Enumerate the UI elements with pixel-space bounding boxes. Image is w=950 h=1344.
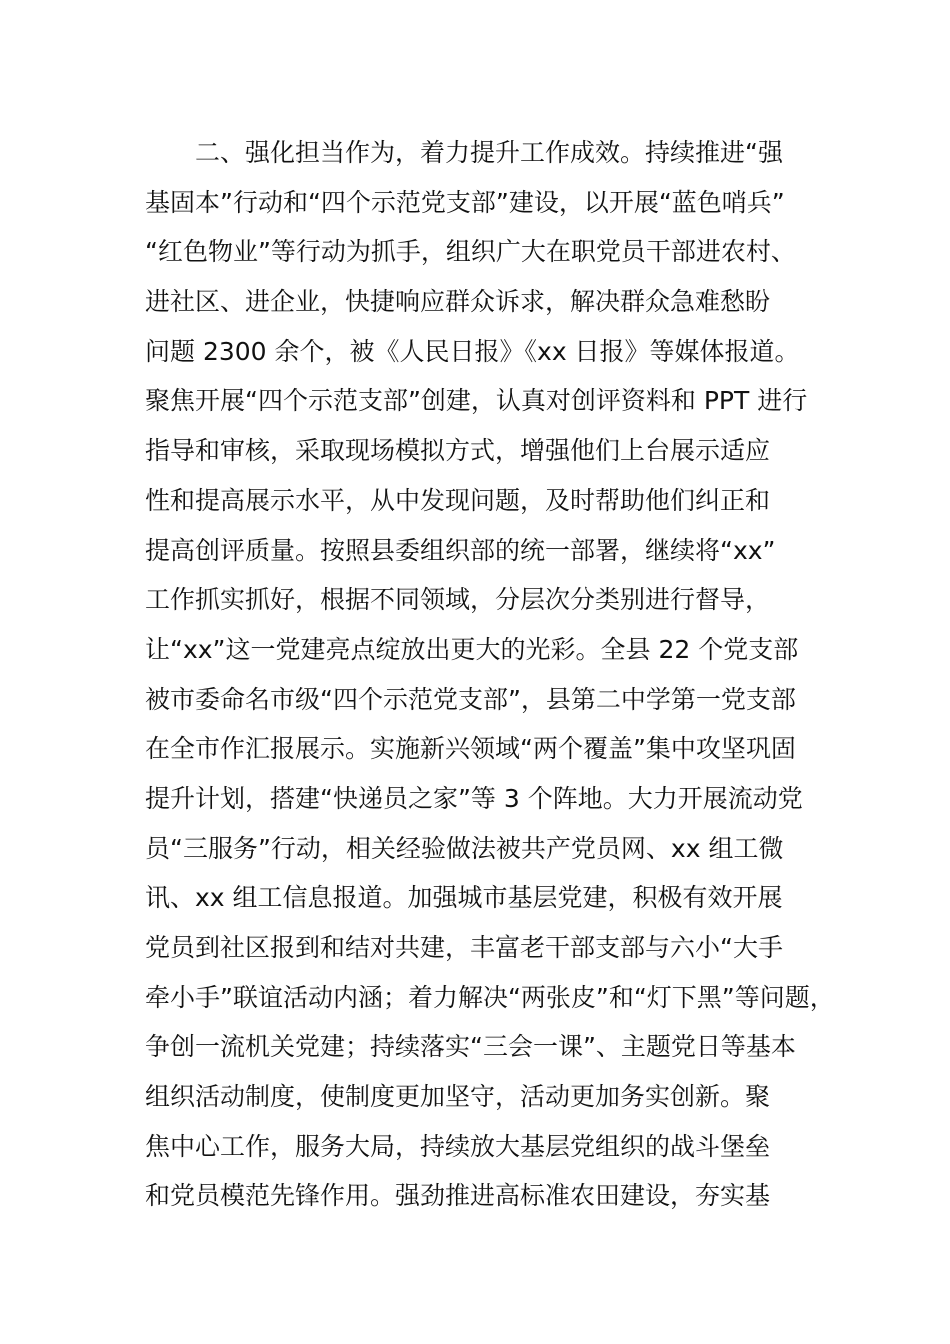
body-paragraph bbox=[145, 128, 835, 1221]
paragraph-line: 焦中心工作，服务大局，持续放大基层党组织的战斗堡垒 bbox=[145, 1131, 771, 1161]
paragraph-line: 让“xx”这一党建亮点绽放出更大的光彩。全县 22 个党支部 bbox=[145, 634, 799, 664]
paragraph-line: 提高创评质量。按照县委组织部的统一部署，继续将“xx” bbox=[145, 535, 776, 565]
paragraph-line: 员“三服务”行动，相关经验做法被共产党员网、xx 组工微 bbox=[145, 833, 784, 863]
paragraph-line: 牵小手”联谊活动内涵；着力解决“两张皮”和“灯下黑”等问题， bbox=[145, 982, 835, 1012]
paragraph-line: 在全市作汇报展示。实施新兴领域“两个覆盖”集中攻坚巩固 bbox=[145, 734, 796, 764]
paragraph-line: 问题 2300 余个，被《人民日报》《xx 日报》等媒体报道。 bbox=[145, 336, 800, 366]
paragraph-line: 进社区、进企业，快捷响应群众诉求，解决群众急难愁盼 bbox=[145, 287, 771, 317]
paragraph-line: 党员到社区报到和结对共建，丰富老干部支部与六小“大手 bbox=[145, 933, 783, 962]
paragraph-line: 提升计划，搭建“快递员之家”等 3 个阵地。大力开展流动党 bbox=[145, 783, 803, 813]
paragraph-line: 工作抓实抓好，根据不同领域，分层次分类别进行督导， bbox=[145, 585, 771, 615]
paragraph-line: 讯、xx 组工信息报道。加强城市基层党建，积极有效开展 bbox=[145, 883, 783, 913]
paragraph-line: 和党员模范先锋作用。强劲推进高标准农田建设，夯实基 bbox=[145, 1181, 771, 1211]
paragraph-line: 基固本”行动和“四个示范党支部”建设，以开展“蓝色哨兵” bbox=[145, 187, 785, 217]
paragraph-line: 组织活动制度，使制度更加坚守，活动更加务实创新。聚 bbox=[145, 1082, 771, 1112]
paragraph-line: 争创一流机关党建；持续落实“三会一课”、主题党日等基本 bbox=[145, 1032, 796, 1062]
paragraph-line: 二、强化担当作为，着力提升工作成效。持续推进“强 bbox=[195, 138, 783, 167]
paragraph-line: 指导和审核，采取现场模拟方式，增强他们上台展示适应 bbox=[145, 436, 771, 466]
paragraph-line: 聚焦开展“四个示范支部”创建，认真对创评资料和 PPT 进行 bbox=[145, 386, 808, 416]
paragraph-line: 被市委命名市级“四个示范党支部”，县第二中学第一党支部 bbox=[145, 684, 796, 714]
paragraph-line: “红色物业”等行动为抓手，组织广大在职党员干部进农村、 bbox=[145, 237, 796, 267]
paragraph-line: 性和提高展示水平，从中发现问题，及时帮助他们纠正和 bbox=[145, 485, 771, 515]
